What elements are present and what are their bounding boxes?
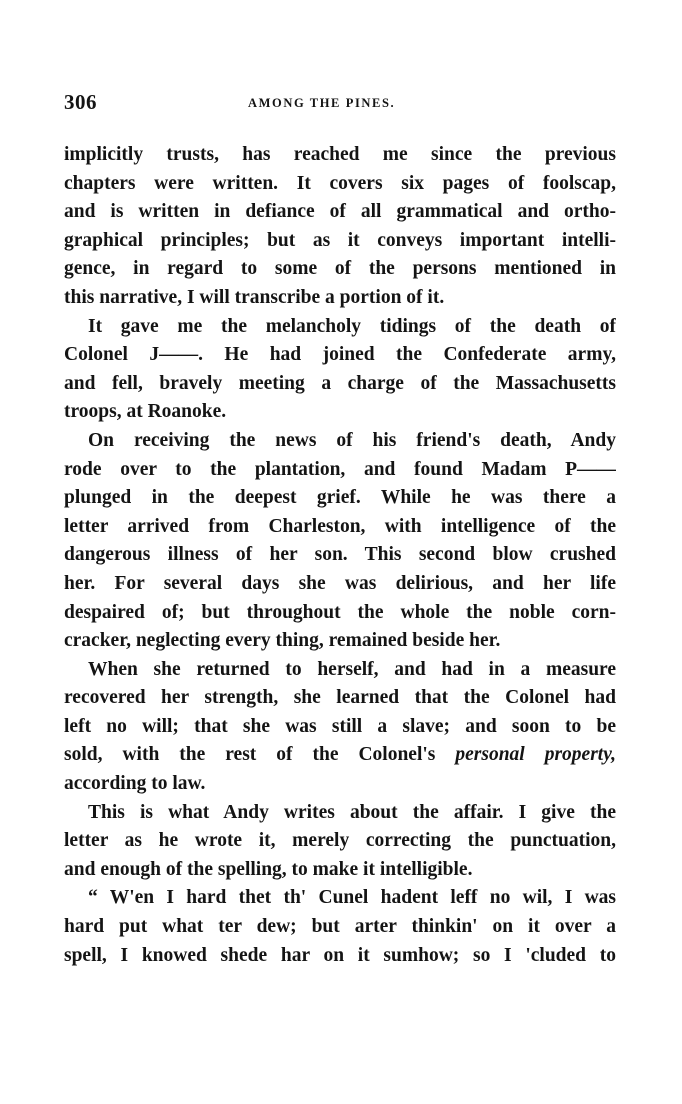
page-number: 306 [64, 90, 97, 114]
text-line: spell, I knowed shede har on it sumhow; so I 'cluded to [64, 944, 616, 966]
text-line: graphical principles; but as it conveys important intelli- [64, 229, 616, 251]
text-line: cracker, neglecting every thing, remained beside her. [64, 630, 501, 652]
text-line: When she returned to herself, and had in a measure [88, 658, 616, 680]
text-line: Colonel J——. He had joined the Confederate army, [64, 344, 616, 366]
text-line-with-italic [64, 741, 616, 770]
text-line: troops, at Roanoke. [64, 401, 227, 423]
text-line: chapters were written. It covers six pages of foolscap, [64, 172, 616, 194]
text-line: This is what Andy writes about the affair. I give the [88, 801, 616, 823]
text-line: dangerous illness of her son. This second blow crushed [64, 544, 616, 566]
text-line: gence, in regard to some of the persons mentioned in [64, 258, 616, 280]
text-line: plunged in the deepest grief. While he was there a [64, 487, 616, 509]
text-line: implicitly trusts, has reached me since the previous [64, 144, 616, 165]
text-line: left no will; that she was still a slave; and soon to be [64, 715, 616, 737]
text-line: letter as he wrote it, merely correcting the punctuation, [64, 830, 616, 852]
body-text [64, 141, 616, 970]
text-line: rode over to the plantation, and found Madam P—— [64, 458, 616, 480]
text-line: “ W'en I hard thet th' Cunel hadent leff no wil, I was [88, 887, 616, 909]
text-line: On receiving the news of his friend's death, Andy [88, 429, 616, 451]
text-line: hard put what ter dew; but arter thinkin' on it over a [64, 916, 616, 938]
text-line-lead: sold, with the rest of the Colonel's [64, 744, 436, 766]
text-line: It gave me the melancholy tidings of the death of [88, 315, 616, 337]
text-line: recovered her strength, she learned that the Colonel had [64, 687, 616, 709]
text-line: and fell, bravely meeting a charge of the Massachusetts [64, 372, 616, 394]
text-line: according to law. [64, 773, 206, 795]
text-line: despaired of; but throughout the whole the noble corn- [64, 601, 616, 623]
text-line: this narrative, I will transcribe a portion of it. [64, 286, 445, 308]
running-title: AMONG THE PINES. [248, 96, 396, 110]
text-line: and enough of the spelling, to make it intelligible. [64, 858, 473, 880]
running-head [64, 90, 616, 120]
text-line: and is written in defiance of all grammatical and ortho- [64, 201, 616, 223]
italic-phrase: personal property, [455, 744, 616, 766]
text-line: her. For several days she was delirious, and her life [64, 572, 616, 594]
text-line: letter arrived from Charleston, with intelligence of the [64, 515, 616, 537]
